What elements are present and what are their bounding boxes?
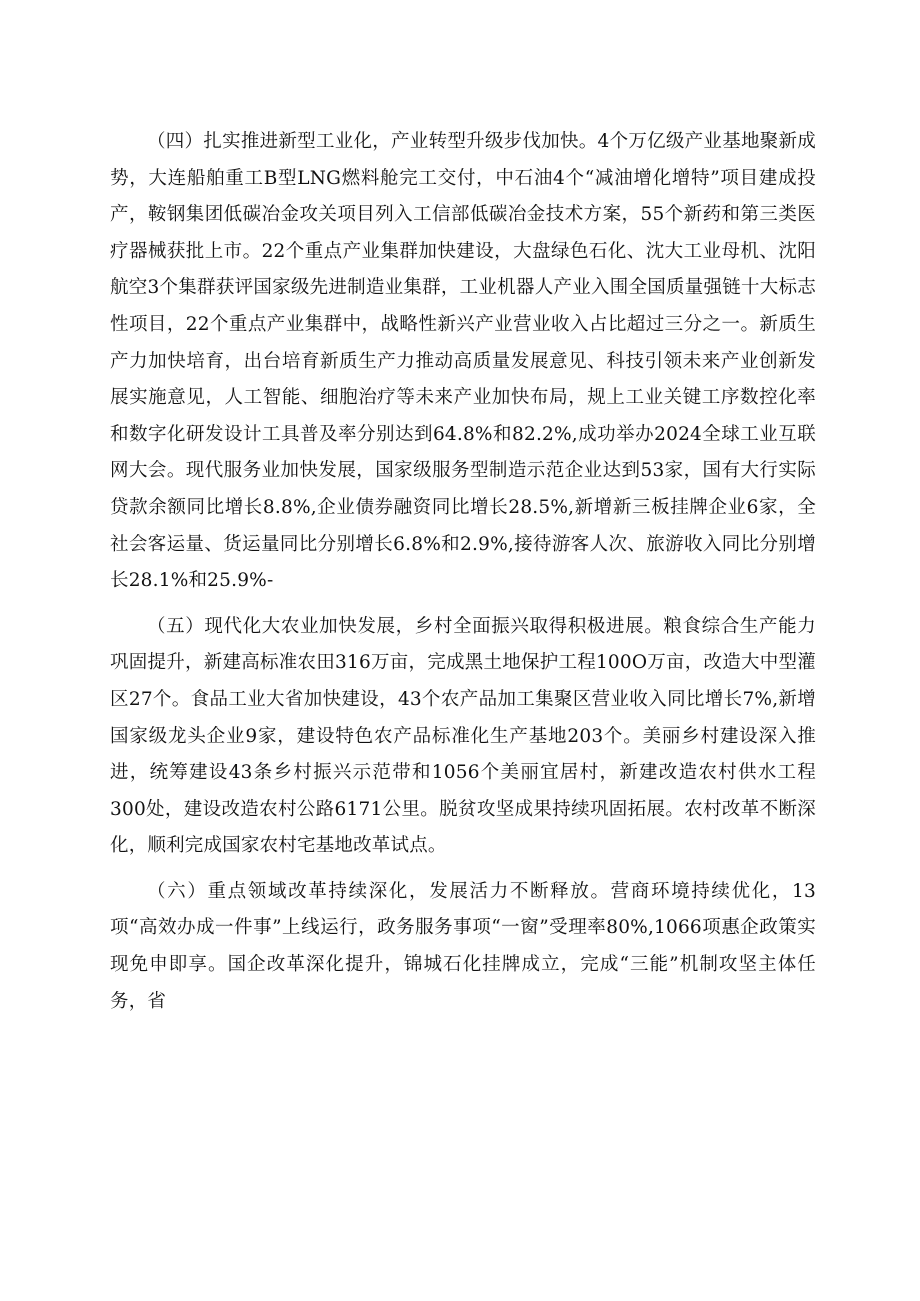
paragraph-agriculture: （五）现代化大农业加快发展，乡村全面振兴取得积极进展。粮食综合生产能力巩固提升，新建高标准农田316万亩，完成黑土地保护工程100O万亩，改造大中型灌区27个。食品工业大省加快建设，43个农产品加工集聚区营业收入同比增长7%,新增国家级龙头企业9家，建设特色农产品标准化生产基地203个。美丽乡村建设深入推进，统筹建设43条乡村振兴示范带和1056个美丽宜居村，新建改造农村供水工程300处，建设改造农村公路6171公里。脱贫攻坚成果持续巩固拓展。农村改革不断深化，顺利完成国家农村宅基地改革试点。 (110, 615, 816, 857)
document-body (110, 124, 816, 1020)
paragraph-reform: （六）重点领域改革持续深化，发展活力不断释放。营商环境持续优化，13项“高效办成一件事”上线运行，政务服务事项“一窗”受理率80%,1066项惠企政策实现免申即享。国企改革深化提升，锦城石化挂牌成立，完成“三能”机制攻坚主体任务，省 (110, 880, 816, 1012)
paragraph-industrialization: （四）扎实推进新型工业化，产业转型升级步伐加快。4个万亿级产业基地聚新成势，大连船舶重工B型LNG燃料舱完工交付，中石油4个“减油增化增特”项目建成投产，鞍钢集团低碳冶金攻关项目列入工信部低碳冶金技术方案，55个新药和第三类医疗器械获批上市。22个重点产业集群加快建设，大盘绿色石化、沈大工业母机、沈阳航空3个集群获评国家级先进制造业集群，工业机器人产业入围全国质量强链十大标志性项目，22个重点产业集群中，战略性新兴产业营业收入占比超过三分之一。新质生产力加快培育，出台培育新质生产力推动高质量发展意见、科技引领未来产业创新发展实施意见，人工智能、细胞治疗等未来产业加快布局，规上工业关键工序数控化率和数字化研发设计工具普及率分别达到64.8%和82.2%,成功举办2024全球工业互联网大会。现代服务业加快发展，国家级服务型制造示范企业达到53家，国有大行实际贷款余额同比增长8.8%,企业债券融资同比增长28.5%,新增新三板挂牌企业6家，全社会客运量、货运量同比分别增长6.8%和2.9%,接待游客人次、旅游收入同比分别增长28.1%和25.9%- (110, 131, 816, 592)
